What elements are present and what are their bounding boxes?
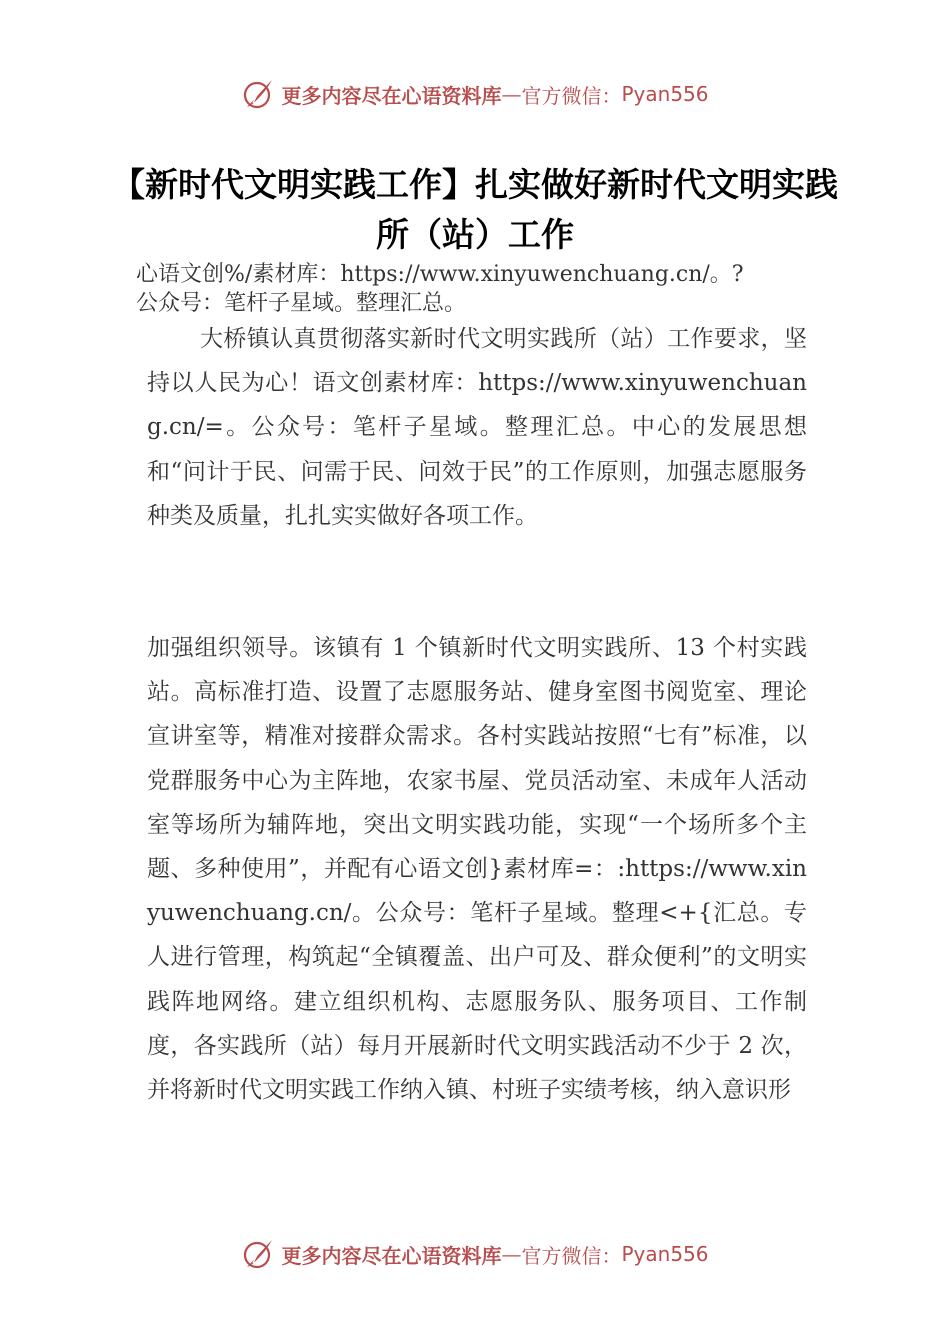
source-line-2: 公众号：笔杆子星域。整理汇总。 [136,291,467,316]
banner-dash: — [501,82,522,106]
body-paragraph-2: 加强组织领导。该镇有 1 个镇新时代文明实践所、13 个村实践站。高标准打造、设置了志愿服务站、健身室图书阅览室、理论宣讲室等，精准对接群众需求。各村实践站按照“七有”标准，以党群服务中心为主阵地，农家书屋、党员活动室、未成年人活动室等场所为辅阵地，突出文明实践功能，实现“一个场所多个主题、多种使用”，并配有心语文创}素材库=：:https://www.xinyuwenchuang.cn/。公众号：笔杆子星域。整理<+{汇总。专人进行管理，构筑起“全镇覆盖、出户可及、群众便利”的文明实践阵地网络。建立组织机构、志愿服务队、服务项目、工作制度，各实践所（站）每月开展新时代文明实践活动不少于 2 次，并将新时代文明实践工作纳入镇、村班子实绩考核，纳入意识形 [147,635,807,1104]
header-banner [0,74,950,114]
banner-wechat-label: 官方微信： [521,1243,622,1268]
source-line-1: 心语文创%/素材库：https://www.xinyuwenchuang.cn/。? [136,262,744,287]
quill-logo-icon [241,1237,275,1271]
document-title: 【新时代文明实践工作】扎实做好新时代文明实践所（站）工作 [112,165,838,254]
banner-wechat-label: 官方微信： [521,83,622,108]
footer-banner [0,1234,950,1274]
body-paragraph-1: 大桥镇认真贯彻落实新时代文明实践所（站）工作要求，坚持以人民为心！语文创素材库：https://www.xinyuwenchuang.cn/=。公众号：笔杆子星域。整理汇总。中心的发展思想和“问计于民、问需于民、问效于民”的工作原则，加强志愿服务种类及质量，扎扎实实做好各项工作。 [147,326,807,529]
banner-dash: — [501,1242,522,1266]
source-note [136,260,836,318]
banner-wechat-id: Pyan556 [621,82,709,106]
banner-main-text: 更多内容尽在心语资料库 [281,1243,502,1268]
banner-wechat-id: Pyan556 [621,1242,709,1266]
quill-logo-icon [241,77,275,111]
banner-main-text: 更多内容尽在心语资料库 [281,83,502,108]
